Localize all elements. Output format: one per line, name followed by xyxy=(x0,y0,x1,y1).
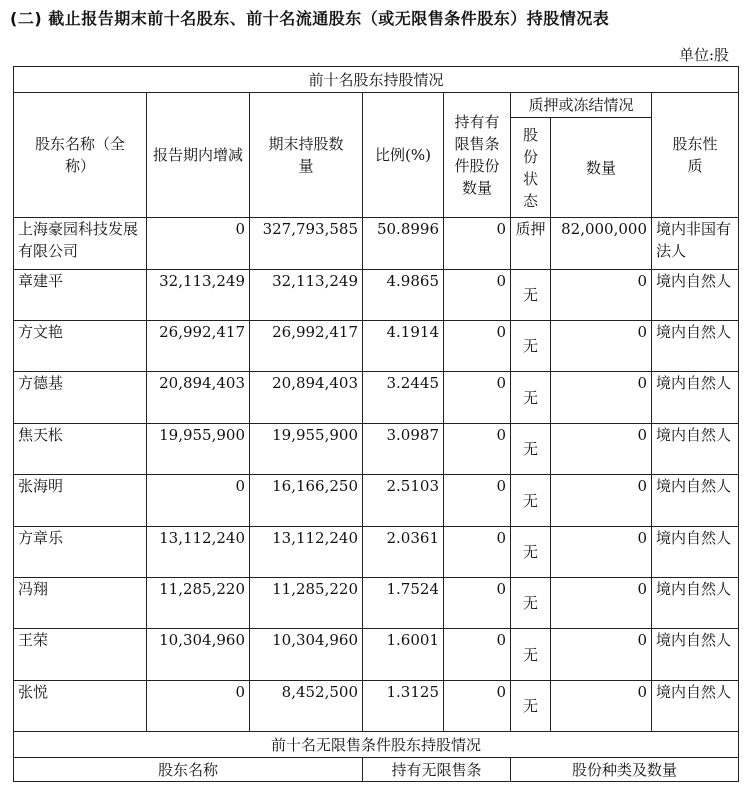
cell-shareholder-name: 方德基 xyxy=(14,372,147,424)
shareholder-table xyxy=(13,66,739,782)
cell-pledge-qty: 0 xyxy=(551,372,652,424)
cell-shareholder-name: 焦天枨 xyxy=(14,424,147,475)
cell-shares: 16,166,250 xyxy=(250,475,363,527)
cell-change: 32,113,249 xyxy=(147,270,250,321)
cell-nature: 境内自然人 xyxy=(652,424,739,475)
cell-shareholder-name: 冯翔 xyxy=(14,578,147,629)
header-unrestricted-held: 持有无限售条 xyxy=(363,758,511,782)
section-title-top10: 前十名股东持股情况 xyxy=(14,67,739,93)
cell-nature: 境内自然人 xyxy=(652,321,739,372)
cell-ratio: 3.0987 xyxy=(363,424,444,475)
cell-shareholder-name: 章建平 xyxy=(14,270,147,321)
cell-pledge-status: 无 xyxy=(511,527,551,578)
cell-pledge-status: 无 xyxy=(511,270,551,321)
cell-restricted: 0 xyxy=(444,372,511,424)
header-unrestricted-type-qty: 股份种类及数量 xyxy=(511,758,739,782)
cell-pledge-status: 无 xyxy=(511,629,551,681)
cell-pledge-qty: 0 xyxy=(551,424,652,475)
table-row xyxy=(14,629,739,681)
cell-pledge-qty: 0 xyxy=(551,527,652,578)
cell-shares: 8,452,500 xyxy=(250,681,363,732)
cell-ratio: 4.1914 xyxy=(363,321,444,372)
cell-change: 11,285,220 xyxy=(147,578,250,629)
unit-label: 单位:股 xyxy=(678,46,729,64)
cell-change: 13,112,240 xyxy=(147,527,250,578)
cell-nature: 境内自然人 xyxy=(652,372,739,424)
cell-pledge-qty: 82,000,000 xyxy=(551,218,652,270)
header-ratio: 比例(%) xyxy=(363,93,444,218)
cell-pledge-status: 无 xyxy=(511,424,551,475)
cell-shareholder-name: 王荣 xyxy=(14,629,147,681)
cell-pledge-status: 无 xyxy=(511,681,551,732)
table-row xyxy=(14,681,739,732)
section-title-unrestricted: 前十名无限售条件股东持股情况 xyxy=(14,732,739,758)
cell-restricted: 0 xyxy=(444,270,511,321)
cell-change: 19,955,900 xyxy=(147,424,250,475)
header-unrestricted-name: 股东名称 xyxy=(14,758,363,782)
header-pledge-group: 质押或冻结情况 xyxy=(511,93,652,118)
cell-ratio: 50.8996 xyxy=(363,218,444,270)
cell-ratio: 2.0361 xyxy=(363,527,444,578)
table-row xyxy=(14,321,739,372)
cell-restricted: 0 xyxy=(444,424,511,475)
cell-pledge-status: 质押 xyxy=(511,218,551,270)
table-row xyxy=(14,578,739,629)
cell-ratio: 3.2445 xyxy=(363,372,444,424)
header-pledge-qty: 数量 xyxy=(551,118,652,218)
cell-ratio: 2.5103 xyxy=(363,475,444,527)
cell-pledge-qty: 0 xyxy=(551,270,652,321)
cell-ratio: 1.6001 xyxy=(363,629,444,681)
cell-shares: 19,955,900 xyxy=(250,424,363,475)
cell-nature: 境内自然人 xyxy=(652,270,739,321)
cell-pledge-qty: 0 xyxy=(551,578,652,629)
cell-shares: 10,304,960 xyxy=(250,629,363,681)
header-pledge-status: 股份状态 xyxy=(511,118,551,218)
cell-shares: 26,992,417 xyxy=(250,321,363,372)
cell-change: 20,894,403 xyxy=(147,372,250,424)
table-row xyxy=(14,475,739,527)
cell-nature: 境内自然人 xyxy=(652,527,739,578)
cell-restricted: 0 xyxy=(444,218,511,270)
cell-restricted: 0 xyxy=(444,681,511,732)
cell-shareholder-name: 张悦 xyxy=(14,681,147,732)
cell-change: 0 xyxy=(147,681,250,732)
cell-shares: 32,113,249 xyxy=(250,270,363,321)
cell-pledge-qty: 0 xyxy=(551,629,652,681)
cell-restricted: 0 xyxy=(444,629,511,681)
table-row xyxy=(14,372,739,424)
table-row xyxy=(14,270,739,321)
cell-shareholder-name: 上海豪园科技发展有限公司 xyxy=(14,218,147,270)
cell-pledge-status: 无 xyxy=(511,321,551,372)
cell-nature: 境内自然人 xyxy=(652,578,739,629)
cell-change: 0 xyxy=(147,475,250,527)
cell-nature: 境内非国有法人 xyxy=(652,218,739,270)
table-row xyxy=(14,527,739,578)
cell-nature: 境内自然人 xyxy=(652,475,739,527)
page-title: (二) 截止报告期末前十名股东、前十名流通股东（或无限售条件股东）持股情况表 xyxy=(10,9,610,28)
cell-change: 10,304,960 xyxy=(147,629,250,681)
cell-ratio: 1.7524 xyxy=(363,578,444,629)
cell-shareholder-name: 方文艳 xyxy=(14,321,147,372)
cell-restricted: 0 xyxy=(444,527,511,578)
cell-pledge-status: 无 xyxy=(511,475,551,527)
cell-ratio: 4.9865 xyxy=(363,270,444,321)
cell-pledge-status: 无 xyxy=(511,578,551,629)
cell-shares: 13,112,240 xyxy=(250,527,363,578)
cell-restricted: 0 xyxy=(444,321,511,372)
header-restricted: 持有有限售条件股份数量 xyxy=(444,93,511,218)
cell-nature: 境内自然人 xyxy=(652,629,739,681)
cell-shares: 11,285,220 xyxy=(250,578,363,629)
header-nature: 股东性质 xyxy=(652,93,739,218)
cell-pledge-status: 无 xyxy=(511,372,551,424)
header-shares: 期末持股数量 xyxy=(250,93,363,218)
cell-restricted: 0 xyxy=(444,578,511,629)
cell-shareholder-name: 张海明 xyxy=(14,475,147,527)
table-row xyxy=(14,218,739,270)
cell-shareholder-name: 方章乐 xyxy=(14,527,147,578)
cell-pledge-qty: 0 xyxy=(551,681,652,732)
cell-change: 26,992,417 xyxy=(147,321,250,372)
cell-pledge-qty: 0 xyxy=(551,475,652,527)
cell-ratio: 1.3125 xyxy=(363,681,444,732)
cell-shares: 20,894,403 xyxy=(250,372,363,424)
table-row xyxy=(14,424,739,475)
header-change: 报告期内增减 xyxy=(147,93,250,218)
cell-restricted: 0 xyxy=(444,475,511,527)
cell-nature: 境内自然人 xyxy=(652,681,739,732)
cell-pledge-qty: 0 xyxy=(551,321,652,372)
cell-change: 0 xyxy=(147,218,250,270)
cell-shares: 327,793,585 xyxy=(250,218,363,270)
header-name: 股东名称（全称） xyxy=(14,93,147,218)
